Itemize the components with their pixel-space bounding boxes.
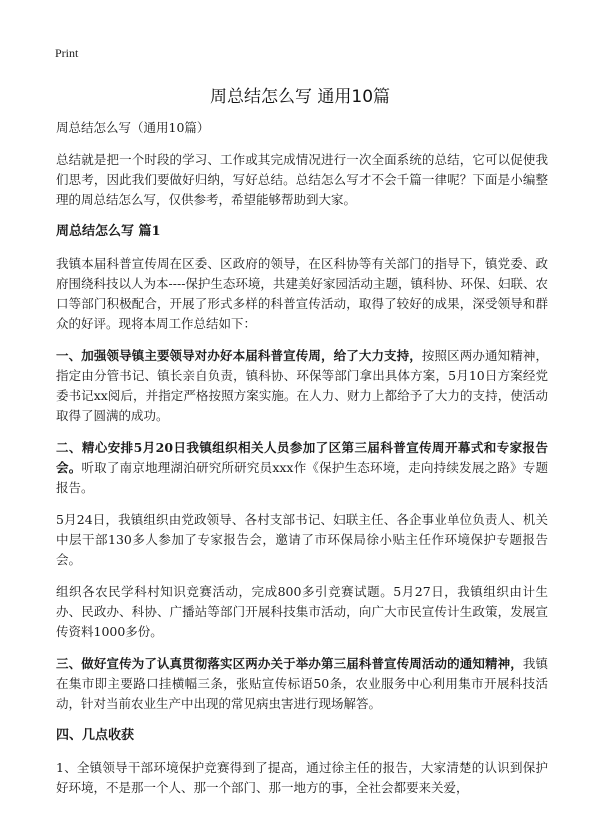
paragraph-quiz: 组织各农民学科村知识竞赛活动，完成800多引竞赛试题。5月27日，我镇组织由计生办、民政办、科协、广播站等部门开展科技集市活动，向广大市民宣传计生政策，发展宣传资料1000多份。 xyxy=(56,584,548,639)
paragraph-gain-1: 1、全镇领导干部环境保护竞赛得到了提高，通过徐主任的报告，大家清楚的认识到保护好环境，不是那一个人、那一个部门、那一地方的事，全社会都要来关爱， xyxy=(56,760,548,795)
item-1-paragraph xyxy=(56,346,548,426)
section-heading-4: 四、几点收获 xyxy=(56,728,135,743)
section-heading-1: 周总结怎么写 篇1 xyxy=(56,224,161,239)
article-body xyxy=(56,118,548,810)
article-subtitle: 周总结怎么写（通用10篇） xyxy=(56,120,210,135)
item-2-lead: 二、精心安排5月20日我镇组织相关人员参加了区第三届科普宣传周开幕式和专家报告会。 xyxy=(56,440,548,475)
intro-paragraph: 总结就是把一个时段的学习、工作或其完成情况进行一次全面系统的总结，它可以促使我们思考，因此我们要做好归纳，写好总结。总结怎么写才不会千篇一律呢？下面是小编整理的周总结怎么写，仅供参考，希望能够帮助到大家。 xyxy=(56,152,548,207)
item-3-paragraph xyxy=(56,654,548,714)
item-2-text: 听取了南京地理湖泊研究所研究员xxx作《保护生态环境，走向持续发展之路》专题报告。 xyxy=(56,460,548,495)
page-title: 周总结怎么写 通用10篇 xyxy=(209,87,391,107)
paragraph-overview: 我镇本届科普宣传周在区委、区政府的领导，在区科协等有关部门的指导下，镇党委、政府围绕科技以人为本----保护生态环境，共建美好家园活动主题，镇科协、环保、妇联、农口等部门积极配合，开展了形式多样的科普宣传活动，取得了较好的成果，深受领导和群众的好评。现将本周工作总结如下： xyxy=(56,256,548,331)
paragraph-may24: 5月24日，我镇组织由党政领导、各村支部书记、妇联主任、各企事业单位负责人、机关中层干部130多人参加了专家报告会，邀请了市环保局徐小贴主任作环境保护专题报告会。 xyxy=(56,512,548,567)
item-1-text: 按照区两办通知精神，指定由分管书记、镇长亲自负责，镇科协、环保等部门拿出具体方案，5月10日方案经党委书记xx阅后，并指定严格按照方案实施。在人力、财力上都给予了大力的支持，使活动取得了圆满的成功。 xyxy=(56,348,548,423)
item-2-paragraph xyxy=(56,438,548,498)
item-3-lead: 三、做好宣传为了认真贯彻落实区两办关于举办第三届科普宣传周活动的通知精神， xyxy=(56,656,523,671)
item-3-text: 我镇在集市即主要路口挂横幅三条，张贴宣传标语50条，农业服务中心利用集市开展科技活动，针对当前农业生产中出现的常见病虫害进行现场解答。 xyxy=(56,656,548,711)
item-1-lead: 一、加强领导镇主要领导对办好本届科普宣传周，给了大力支持， xyxy=(56,348,422,363)
print-link[interactable]: Print xyxy=(55,46,79,60)
